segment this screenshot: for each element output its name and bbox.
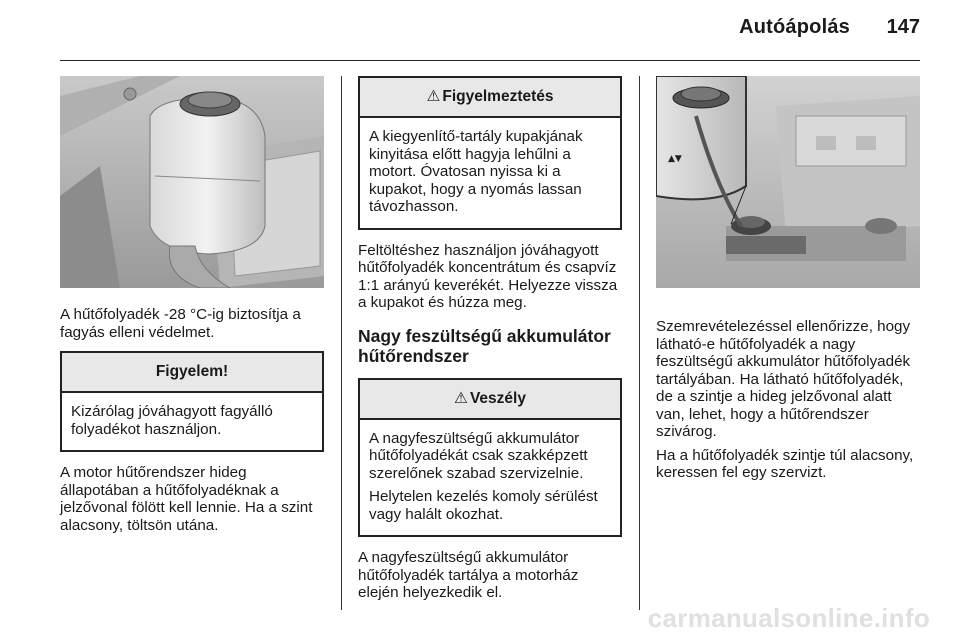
column-1	[60, 76, 324, 540]
warning-triangle-icon: ⚠	[426, 88, 441, 105]
column-divider-1	[341, 76, 342, 610]
warning-box	[358, 76, 622, 230]
antifreeze-paragraph: A hűtőfolyadék -28 °C-ig biztosítja a fagyás elleni védelmet.	[60, 306, 301, 341]
danger-box	[358, 378, 622, 538]
danger-text-1: A nagyfeszültségű akkumulátor hűtőfolyadékát csak szakképzett szerelőnek szabad szervizelnie.	[369, 429, 588, 482]
hv-battery-heading: Nagy feszültségű akkumulátor hűtőrendszer	[358, 325, 611, 366]
danger-text-2: Helytelen kezelés komoly sérülést vagy halált okozhat.	[369, 488, 598, 523]
warning-triangle-icon: ⚠	[454, 389, 468, 407]
danger-header	[360, 380, 620, 420]
warning-title: Figyelmeztetés	[442, 88, 554, 105]
visual-check-paragraph: Szemrevételezéssel ellenőrizze, hogy látható-e hűtőfolyadék a nagy feszültségű akkumulátor hűtőfolyadék tartályában. Ha látható hűtőfolyadék, de a szintje a hideg jelzővonal alatt van, lehet, hogy a hűtőrendszer szivárog.	[656, 318, 911, 440]
column-3	[656, 76, 920, 488]
notice-title: Figyelem!	[62, 353, 322, 393]
notice-box	[60, 351, 324, 452]
coolant-reservoir-photo	[60, 76, 324, 288]
column-divider-2	[639, 76, 640, 610]
refill-paragraph: Feltöltéshez használjon jóváhagyott hűtőfolyadék koncentrátum és csapvíz 1:1 arányú keverékét. Helyezze vissza a kupakot és húzza meg.	[358, 241, 618, 311]
reservoir-location-paragraph: A nagyfeszültségű akkumulátor hűtőfolyadék tartálya a motorház elején helyezkedik el.	[358, 549, 579, 601]
column-2	[358, 76, 622, 608]
warning-header	[360, 78, 620, 118]
section-title: Autóápolás	[739, 16, 850, 38]
cold-level-paragraph: A motor hűtőrendszer hideg állapotában a hűtőfolyadéknak a jelzővonal fölött kell lennie. Ha a szint alacsony, töltsön utána.	[60, 464, 313, 534]
header-rule	[60, 60, 920, 61]
svg-text:▲▼: ▲▼	[668, 154, 682, 164]
warning-text: A kiegyenlítő-tartály kupakjának kinyitása előtt hagyja lehűlni a motort. Óvatosan nyissa ki a kupakot, hogy a nyomás lassan távozhasson.	[369, 128, 583, 215]
watermark: carmanualsonline.info	[647, 603, 930, 633]
page-number: 147	[886, 16, 920, 38]
danger-title: Veszély	[469, 389, 526, 407]
hv-battery-coolant-reservoir-photo	[656, 76, 920, 288]
notice-text: Kizárólag jóváhagyott fagyálló folyadékot használjon.	[71, 403, 273, 438]
service-paragraph: Ha a hűtőfolyadék szintje túl alacsony, keressen fel egy szervizt.	[656, 446, 914, 481]
